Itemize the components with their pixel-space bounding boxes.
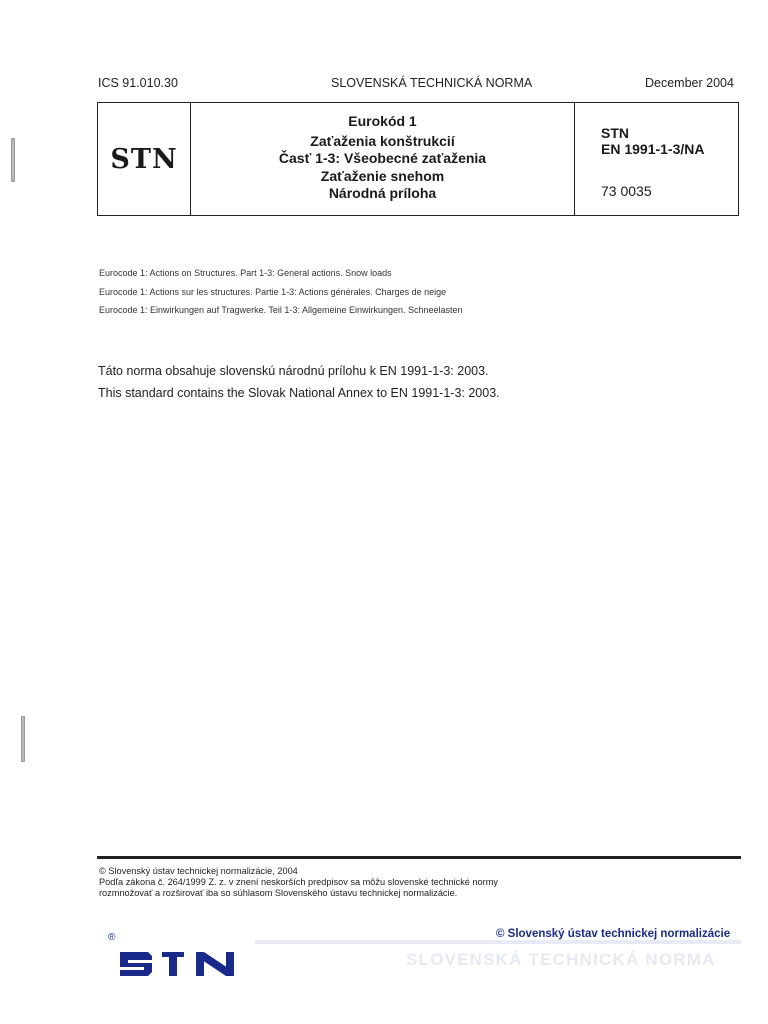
body-en: This standard contains the Slovak National Annex to EN 1991-1-3: 2003. — [98, 386, 500, 400]
title-line-5: Národná príloha — [328, 185, 437, 201]
footer-rule — [97, 856, 741, 859]
title-box — [97, 102, 739, 216]
alt-title-en: Eurocode 1: Actions on Structures. Part 1-3: General actions. Snow loads — [99, 268, 392, 278]
class-number: 73 0035 — [601, 183, 652, 199]
ics-code: ICS 91.010.30 — [98, 76, 178, 90]
title-line-2: Zaťaženia konštrukcií — [310, 132, 455, 149]
law-line-2: rozmnožovať a rozširovať iba so súhlasom Slovenského ústavu technickej normalizácie. — [99, 888, 458, 898]
header-org: SLOVENSKÁ TECHNICKÁ NORMA — [331, 76, 533, 90]
binder-mark-bottom — [21, 716, 25, 762]
standard-number-cell — [575, 103, 738, 215]
stn-logo-cell — [98, 103, 191, 215]
body-sk: Táto norma obsahuje slovenskú národnú prílohu k EN 1991-1-3: 2003. — [98, 364, 489, 378]
registered-mark: ® — [108, 932, 116, 943]
std-number: EN 1991-1-3/NA — [601, 141, 705, 157]
ghost-standard-text: SLOVENSKÁ TECHNICKÁ NORMA — [406, 950, 716, 969]
institute-brand: © Slovenský ústav technickej normalizácie — [496, 928, 731, 940]
copyright: © Slovenský ústav technickej normalizácie, 2004 — [99, 866, 298, 876]
alt-title-fr: Eurocode 1: Actions sur les structures. Partie 1-3: Actions générales. Charges de neige — [99, 287, 447, 297]
std-label: STN — [601, 125, 629, 141]
title-line-1: Eurokód 1 — [348, 113, 417, 129]
bottom-band — [255, 940, 741, 944]
header-date: December 2004 — [645, 76, 734, 90]
stn-logo-text: STN — [110, 143, 178, 175]
law-line-1: Podľa zákona č. 264/1999 Z. z. v znení neskorších predpisov sa môžu slovenské technické normy — [99, 877, 498, 887]
alt-title-de: Eurocode 1: Einwirkungen auf Tragwerke. Teil 1-3: Allgemeine Einwirkungen. Schneelasten — [99, 305, 463, 315]
binder-mark-top — [11, 138, 15, 182]
stn-brand-logo — [118, 946, 248, 978]
standard-title — [191, 103, 575, 215]
title-line-4: Zaťaženie snehom — [320, 167, 445, 184]
title-line-3: Časť 1-3: Všeobecné zaťaženia — [278, 150, 487, 166]
